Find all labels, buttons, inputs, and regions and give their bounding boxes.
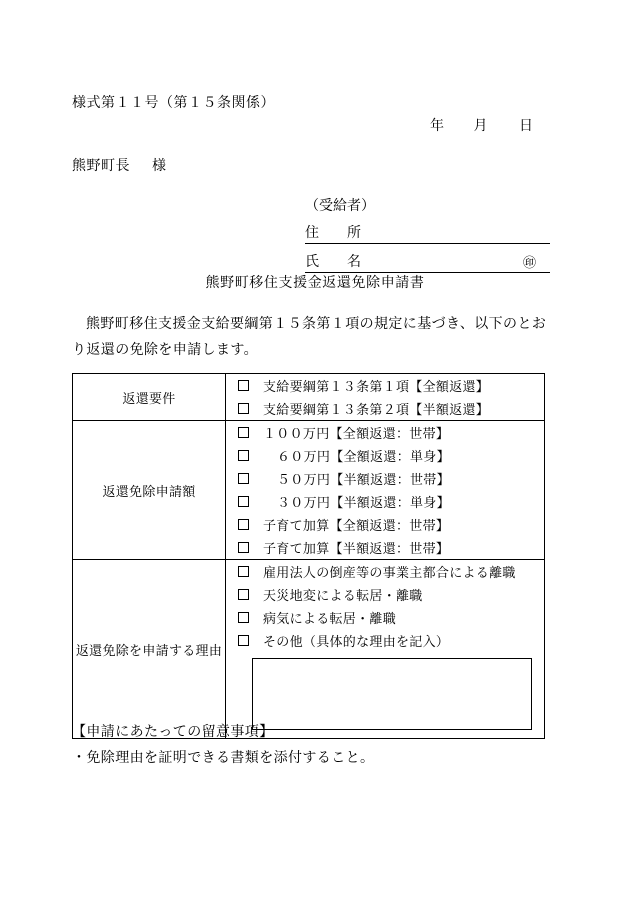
check-item[interactable] [226, 583, 544, 606]
body-paragraph: 熊野町移住支援金支給要綱第１５条第１項の規定に基づき、以下のとおり返還の免除を申請します。 [72, 317, 547, 358]
check-item-label: その他（具体的な理由を記入） [263, 634, 450, 649]
row-label-exemption-reason: 返還免除を申請する理由 [73, 560, 226, 739]
table-row [73, 560, 545, 739]
form-number: 様式第１１号（第１５条関係） [72, 96, 275, 111]
check-item-label: 雇用法人の倒産等の事業主都合による離職 [263, 565, 516, 580]
table-row [73, 374, 545, 421]
name-label: 氏 名 [305, 255, 361, 270]
date-line [430, 115, 539, 135]
row-items-exemption-amount [226, 421, 545, 560]
seal-icon: ㊞ [522, 255, 536, 270]
checkbox-icon[interactable] [238, 403, 249, 414]
date-year: 年 [430, 119, 444, 134]
addressee-name: 熊野町長 [72, 159, 130, 174]
checkbox-icon[interactable] [238, 473, 249, 484]
checkbox-icon[interactable] [238, 450, 249, 461]
recipient-title: （受給者） [305, 199, 375, 214]
check-item[interactable] [226, 467, 544, 490]
check-item[interactable] [226, 421, 544, 444]
check-item-label: 天災地変による転居・離職 [263, 588, 423, 603]
checkbox-icon[interactable] [238, 612, 249, 623]
check-item-label: 子育て加算【全額返還：世帯】 [263, 518, 450, 533]
checkbox-icon[interactable] [238, 519, 249, 530]
checkbox-icon[interactable] [238, 542, 249, 553]
row-items-return-requirement [226, 374, 545, 421]
check-item-label: １００万円【全額返還：世帯】 [263, 426, 450, 441]
check-item[interactable] [226, 606, 544, 629]
addressee-honorific: 様 [152, 159, 167, 174]
recipient-block [305, 195, 550, 279]
check-item[interactable] [226, 490, 544, 513]
check-item-label: 病気による転居・離職 [263, 611, 397, 626]
addressee [72, 155, 167, 175]
address-field-row[interactable] [305, 221, 550, 244]
check-item-label: ５０万円【半額返還：世帯】 [277, 472, 450, 487]
check-item[interactable] [226, 513, 544, 536]
check-item-label: ３０万円【半額返還：単身】 [277, 495, 450, 510]
row-label-return-requirement: 返還要件 [73, 374, 226, 421]
address-label: 住 所 [305, 226, 361, 241]
check-item[interactable] [226, 536, 544, 559]
checkbox-icon[interactable] [238, 496, 249, 507]
check-item[interactable] [226, 629, 544, 652]
check-item-label: 支給要綱第１３条第２項【半額返還】 [263, 402, 490, 417]
notes-heading: 【申請にあたっての留意事項】 [72, 725, 274, 740]
checkbox-icon[interactable] [238, 427, 249, 438]
notes-item: ・免除理由を証明できる書類を添付すること。 [72, 751, 375, 766]
row-items-exemption-reason [226, 560, 545, 739]
notes-section [72, 720, 374, 772]
table-row [73, 421, 545, 560]
checkbox-icon[interactable] [238, 566, 249, 577]
check-item-label: 支給要綱第１３条第１項【全額返還】 [263, 379, 490, 394]
page-title: 熊野町移住支援金返還免除申請書 [205, 276, 425, 291]
application-table [72, 373, 545, 739]
checkbox-icon[interactable] [238, 589, 249, 600]
check-item[interactable] [226, 374, 544, 397]
check-item[interactable] [226, 560, 544, 583]
date-month: 月 [473, 119, 488, 134]
row-label-exemption-amount: 返還免除申請額 [73, 421, 226, 560]
checkbox-icon[interactable] [238, 380, 249, 391]
check-item[interactable] [226, 397, 544, 420]
date-day: 日 [519, 119, 533, 134]
name-field-row[interactable] [305, 250, 550, 273]
checkbox-icon[interactable] [238, 635, 249, 646]
check-item[interactable] [226, 444, 544, 467]
check-item-label: ６０万円【全額返還：単身】 [277, 449, 450, 464]
check-item-label: 子育て加算【半額返還：世帯】 [263, 541, 450, 556]
